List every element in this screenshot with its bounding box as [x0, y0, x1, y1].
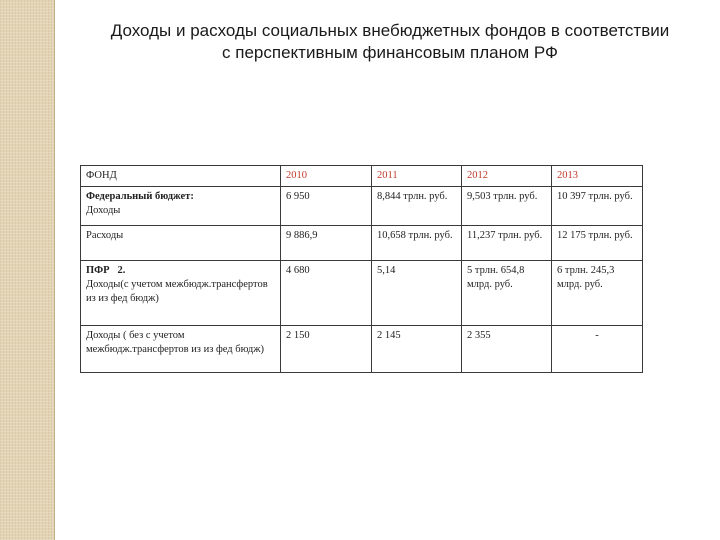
cell-2013: 10 397 трлн. руб.	[552, 187, 643, 226]
cell-2012: 2 355	[462, 326, 552, 373]
title-line-2: с перспективным финансовым планом РФ	[222, 43, 558, 62]
cell-2010: 6 950	[281, 187, 372, 226]
cell-2012: 9,503 трлн. руб.	[462, 187, 552, 226]
header-year-2013: 2013	[552, 166, 643, 187]
row-label-text: Доходы	[86, 205, 121, 216]
header-year-2010: 2010	[281, 166, 372, 187]
row-label-bold: Федеральный бюджет:	[86, 191, 194, 202]
decorative-side-strip	[0, 0, 54, 540]
cell-2013: 12 175 трлн. руб.	[552, 226, 643, 261]
cell-2010: 9 886,9	[281, 226, 372, 261]
table-row	[81, 326, 643, 373]
side-divider	[54, 0, 55, 540]
table-row	[81, 187, 643, 226]
header-fund: ФОНД	[81, 166, 281, 187]
cell-2013: -	[552, 326, 643, 373]
row-label	[81, 326, 281, 373]
cell-2011: 10,658 трлн. руб.	[372, 226, 462, 261]
row-label-text: Расходы	[86, 230, 124, 241]
cell-2012: 11,237 трлн. руб.	[462, 226, 552, 261]
cell-2010: 2 150	[281, 326, 372, 373]
cell-2011: 8,844 трлн. руб.	[372, 187, 462, 226]
cell-2013: 6 трлн. 245,3 млрд. руб.	[552, 261, 643, 326]
cell-2012: 5 трлн. 654,8 млрд. руб.	[462, 261, 552, 326]
slide-title	[70, 20, 710, 64]
row-label	[81, 261, 281, 326]
table-row	[81, 226, 643, 261]
row-label	[81, 226, 281, 261]
table-header-row	[81, 166, 643, 187]
row-label-text: Доходы(с учетом межбюдж.трансфертов из из фед бюдж)	[86, 279, 268, 304]
header-year-2011: 2011	[372, 166, 462, 187]
header-year-2012: 2012	[462, 166, 552, 187]
table-row	[81, 261, 643, 326]
cell-2010: 4 680	[281, 261, 372, 326]
title-line-1: Доходы и расходы социальных внебюджетных фондов в соответствии	[110, 21, 670, 40]
row-label-text: Доходы ( без с учетом межбюдж.трансфертов из из фед бюдж)	[86, 330, 265, 355]
row-label	[81, 187, 281, 226]
cell-2011: 5,14	[372, 261, 462, 326]
funds-table	[80, 165, 643, 373]
cell-2011: 2 145	[372, 326, 462, 373]
row-label-bold: ПФР 2.	[86, 265, 126, 276]
